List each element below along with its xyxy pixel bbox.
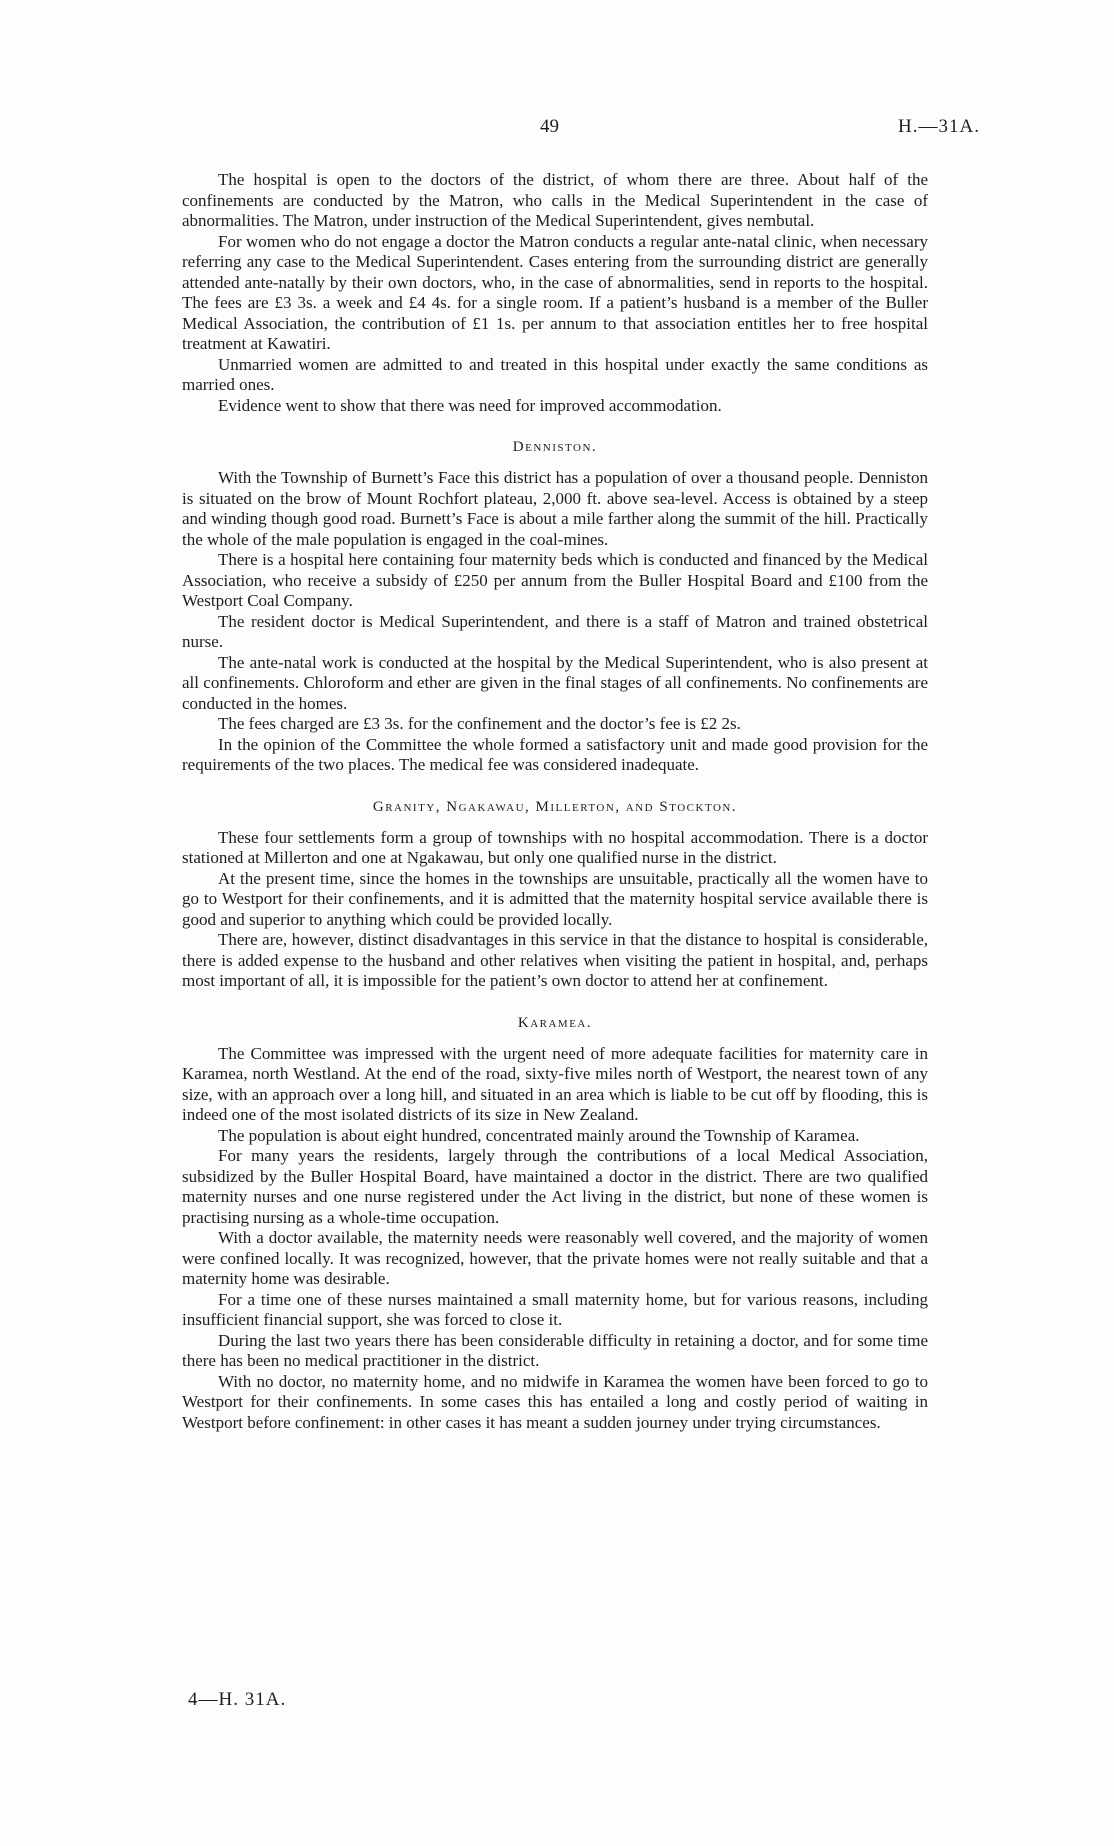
paragraph: The ante-natal work is conducted at the hospital by the Medical Superintendent, who is also present at all confinements. Chloroform and ether are given in the final stages of all confinements. No confinements are conducted in the homes.	[182, 652, 928, 713]
paragraph: For women who do not engage a doctor the Matron conducts a regular ante-natal clinic, when necessary referring any case to the Medical Superintendent. Cases entering from the surrounding district are generally attended ante-natally by their own doctors, who, in the case of abnormalities, send in reports to the hospital. The fees are £3 3s. a week and £4 4s. for a single room. If a patient’s husband is a member of the Buller Medical Association, the contribution of £1 1s. per annum to that association entitles her to free hospital treatment at Kawatiri.	[182, 231, 928, 353]
page-header	[0, 116, 1114, 140]
section-granity	[182, 798, 928, 992]
paragraph: The resident doctor is Medical Superintendent, and there is a staff of Matron and trained obstetrical nurse.	[182, 611, 928, 651]
document-reference: H.—31A.	[898, 116, 980, 137]
paragraph: With no doctor, no maternity home, and no midwife in Karamea the women have been forced to go to Westport for their confinements. In some cases this has entailed a long and costly period of waiting in Westport before confinement: in other cases it has meant a sudden journey under trying circumstances.	[182, 1371, 928, 1432]
paragraph: With the Township of Burnett’s Face this district has a population of over a thousand people. Denniston is situated on the brow of Mount Rochfort plateau, 2,000 ft. above sea-level. Access is obtained by a steep and winding though good road. Burnett’s Face is about a mile farther along the summit of the hill. Practically the whole of the male population is engaged in the coal-mines.	[182, 468, 928, 549]
paragraph: For many years the residents, largely through the contributions of a local Medical Association, subsidized by the Buller Hospital Board, have maintained a doctor in the district. There are two qualified maternity nurses and one nurse registered under the Act living in the district, but none of these women is practising nursing as a whole-time occupation.	[182, 1146, 928, 1227]
section-denniston	[182, 438, 928, 776]
document-body	[182, 170, 928, 1433]
paragraph: There are, however, distinct disadvantages in this service in that the distance to hospital is considerable, there is added expense to the husband and other relatives when visiting the patient in hospital, and, perhaps most important of all, it is impossible for the patient’s own doctor to attend her at confinement.	[182, 930, 928, 990]
section-heading: Karamea.	[517, 1014, 593, 1031]
paragraph: For a time one of these nurses maintained a small maternity home, but for various reasons, including insufficient financial support, she was forced to close it.	[182, 1289, 928, 1329]
paragraph: There is a hospital here containing four maternity beds which is conducted and financed by the Medical Association, who receive a subsidy of £250 per annum from the Buller Hospital Board and £100 from the Westport Coal Company.	[182, 550, 928, 610]
paragraph: In the opinion of the Committee the whole formed a satisfactory unit and made good provision for the requirements of the two places. The medical fee was considered inadequate.	[182, 734, 928, 774]
paragraph: With a doctor available, the maternity needs were reasonably well covered, and the majority of women were confined locally. It was recognized, however, that the private homes were not really suitable and that a maternity home was desirable.	[182, 1228, 928, 1288]
paragraph: During the last two years there has been considerable difficulty in retaining a doctor, and for some time there has been no medical practitioner in the district.	[182, 1330, 928, 1370]
section-heading: Granity, Ngakawau, Millerton, and Stockton.	[372, 798, 738, 815]
page-number: 49	[540, 116, 559, 137]
paragraph: Unmarried women are admitted to and treated in this hospital under exactly the same conditions as married ones.	[182, 354, 928, 394]
paragraph: At the present time, since the homes in the townships are unsuitable, practically all the women have to go to Westport for their confinements, and it is admitted that the maternity hospital service available there is good and superior to anything which could be provided locally.	[182, 868, 928, 929]
paragraph: The fees charged are £3 3s. for the confinement and the doctor’s fee is £2 2s.	[218, 714, 741, 733]
paragraph: Evidence went to show that there was need for improved accommodation.	[218, 395, 722, 415]
section-heading: Denniston.	[512, 439, 598, 455]
section-kawatiri	[182, 170, 928, 416]
paragraph: These four settlements form a group of townships with no hospital accommodation. There is a doctor stationed at Millerton and one at Ngakawau, but only one qualified nurse in the district.	[182, 827, 928, 867]
section-karamea	[182, 1014, 928, 1434]
paragraph: The Committee was impressed with the urgent need of more adequate facilities for maternity care in Karamea, north Westland. At the end of the road, sixty-five miles north of Westport, the nearest town of any size, with an approach over a long hill, and situated in an area which is liable to be cut off by flooding, this is indeed one of the most isolated districts of its size in New Zealand.	[182, 1043, 928, 1124]
paragraph: The hospital is open to the doctors of the district, of whom there are three. About half of the confinements are conducted by the Matron, who calls in the Medical Superintendent in the case of abnormalities. The Matron, under instruction of the Medical Superintendent, gives nembutal.	[182, 170, 928, 230]
paragraph: The population is about eight hundred, concentrated mainly around the Township of Karamea.	[218, 1125, 860, 1145]
printer-signature: 4—H. 31A.	[188, 1689, 287, 1710]
